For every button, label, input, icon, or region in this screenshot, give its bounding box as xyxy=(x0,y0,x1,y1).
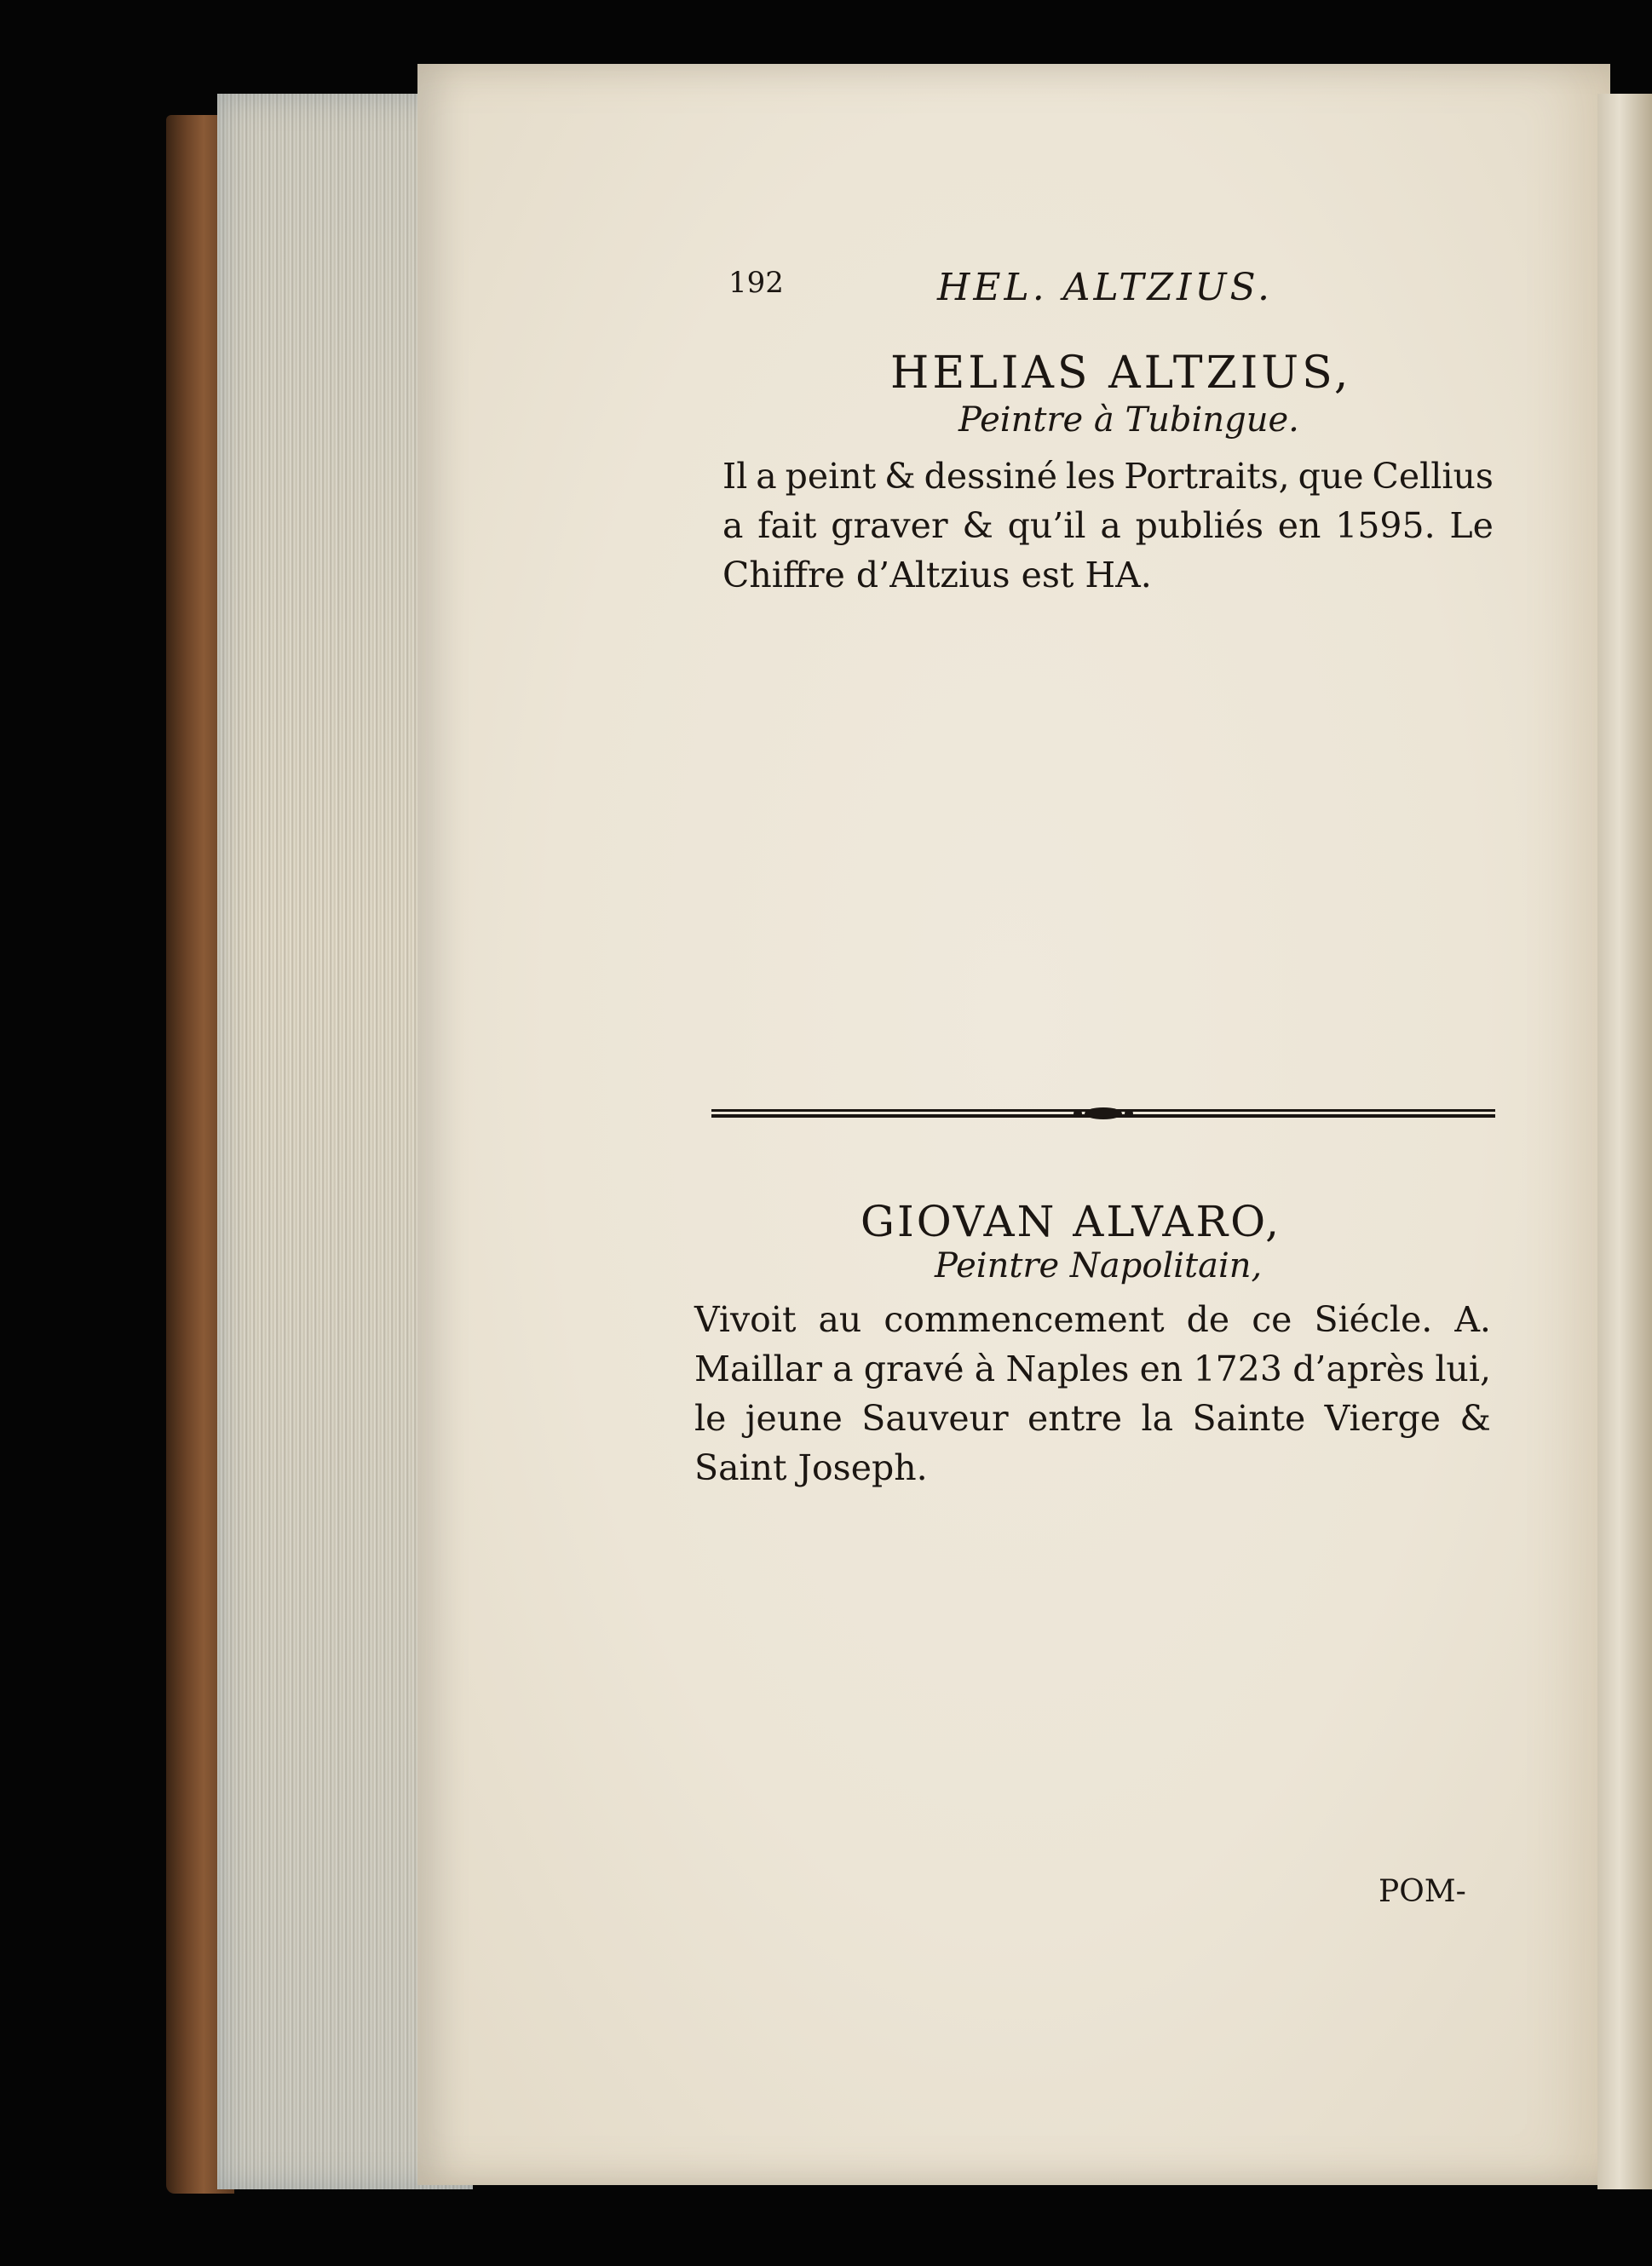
entry2-line xyxy=(694,1344,1491,1394)
word: Maillar xyxy=(694,1349,822,1389)
word: Siécle. xyxy=(1314,1299,1433,1340)
word: & xyxy=(884,456,916,497)
word: 1595. xyxy=(1335,505,1436,546)
word: a xyxy=(832,1349,854,1389)
entry1-line xyxy=(722,501,1494,550)
word: en xyxy=(1139,1349,1183,1389)
entry2-line xyxy=(694,1394,1491,1443)
word: commencement xyxy=(884,1299,1165,1340)
word: à xyxy=(974,1349,996,1389)
word: fait xyxy=(757,505,817,546)
running-title: HEL. ALTZIUS. xyxy=(937,266,1274,309)
word: Il xyxy=(722,456,748,497)
word: Le xyxy=(1449,505,1494,546)
entry2-subtitle: Peintre Napolitain, xyxy=(935,1246,1263,1285)
word: la xyxy=(1141,1398,1174,1439)
word: peint xyxy=(785,456,877,497)
word: ce xyxy=(1252,1299,1292,1340)
entry1-paragraph xyxy=(722,451,1494,600)
word: les xyxy=(1065,456,1116,497)
word: Sauveur xyxy=(861,1398,1009,1439)
word: A. xyxy=(1454,1299,1491,1340)
entry1-subtitle: Peintre à Tubingue. xyxy=(958,400,1299,440)
word: a xyxy=(756,456,777,497)
word: a xyxy=(1100,505,1121,546)
word: graver xyxy=(831,505,948,546)
entry2-paragraph xyxy=(694,1295,1491,1492)
word: de xyxy=(1186,1299,1230,1340)
entry2-line: Saint Joseph. xyxy=(694,1447,928,1488)
word: dessiné xyxy=(924,456,1057,497)
word: & xyxy=(962,505,993,546)
word: entre xyxy=(1027,1398,1123,1439)
word: Cellius xyxy=(1372,456,1494,497)
entry2-line xyxy=(694,1295,1491,1344)
word: au xyxy=(818,1299,862,1340)
entry1-line xyxy=(722,451,1494,501)
word: Sainte xyxy=(1192,1398,1306,1439)
word: a xyxy=(722,505,744,546)
word: Vivoit xyxy=(694,1299,797,1340)
word: le xyxy=(694,1398,727,1439)
entry1-line: Chiffre d’Altzius est HA. xyxy=(722,555,1152,595)
word: publiés xyxy=(1135,505,1263,546)
word: Naples xyxy=(1005,1349,1130,1389)
word: jeune xyxy=(745,1398,843,1439)
word: lui, xyxy=(1435,1349,1491,1389)
ornamental-rule xyxy=(711,1107,1495,1119)
word: & xyxy=(1459,1398,1491,1439)
entry2-heading: GIOVAN ALVARO, xyxy=(861,1197,1282,1246)
word: gravé xyxy=(863,1349,964,1389)
facing-page-edge xyxy=(1597,94,1652,2189)
word: d’après xyxy=(1292,1349,1425,1389)
word: 1723 xyxy=(1193,1349,1282,1389)
entry1-heading: HELIAS ALTZIUS, xyxy=(890,348,1352,399)
word: en xyxy=(1277,505,1321,546)
word: qu’il xyxy=(1007,505,1086,546)
word: que xyxy=(1298,456,1364,497)
catchword: POM- xyxy=(1379,1874,1466,1909)
page-number: 192 xyxy=(728,266,784,300)
word: Portraits, xyxy=(1124,456,1290,497)
word: Vierge xyxy=(1324,1398,1442,1439)
